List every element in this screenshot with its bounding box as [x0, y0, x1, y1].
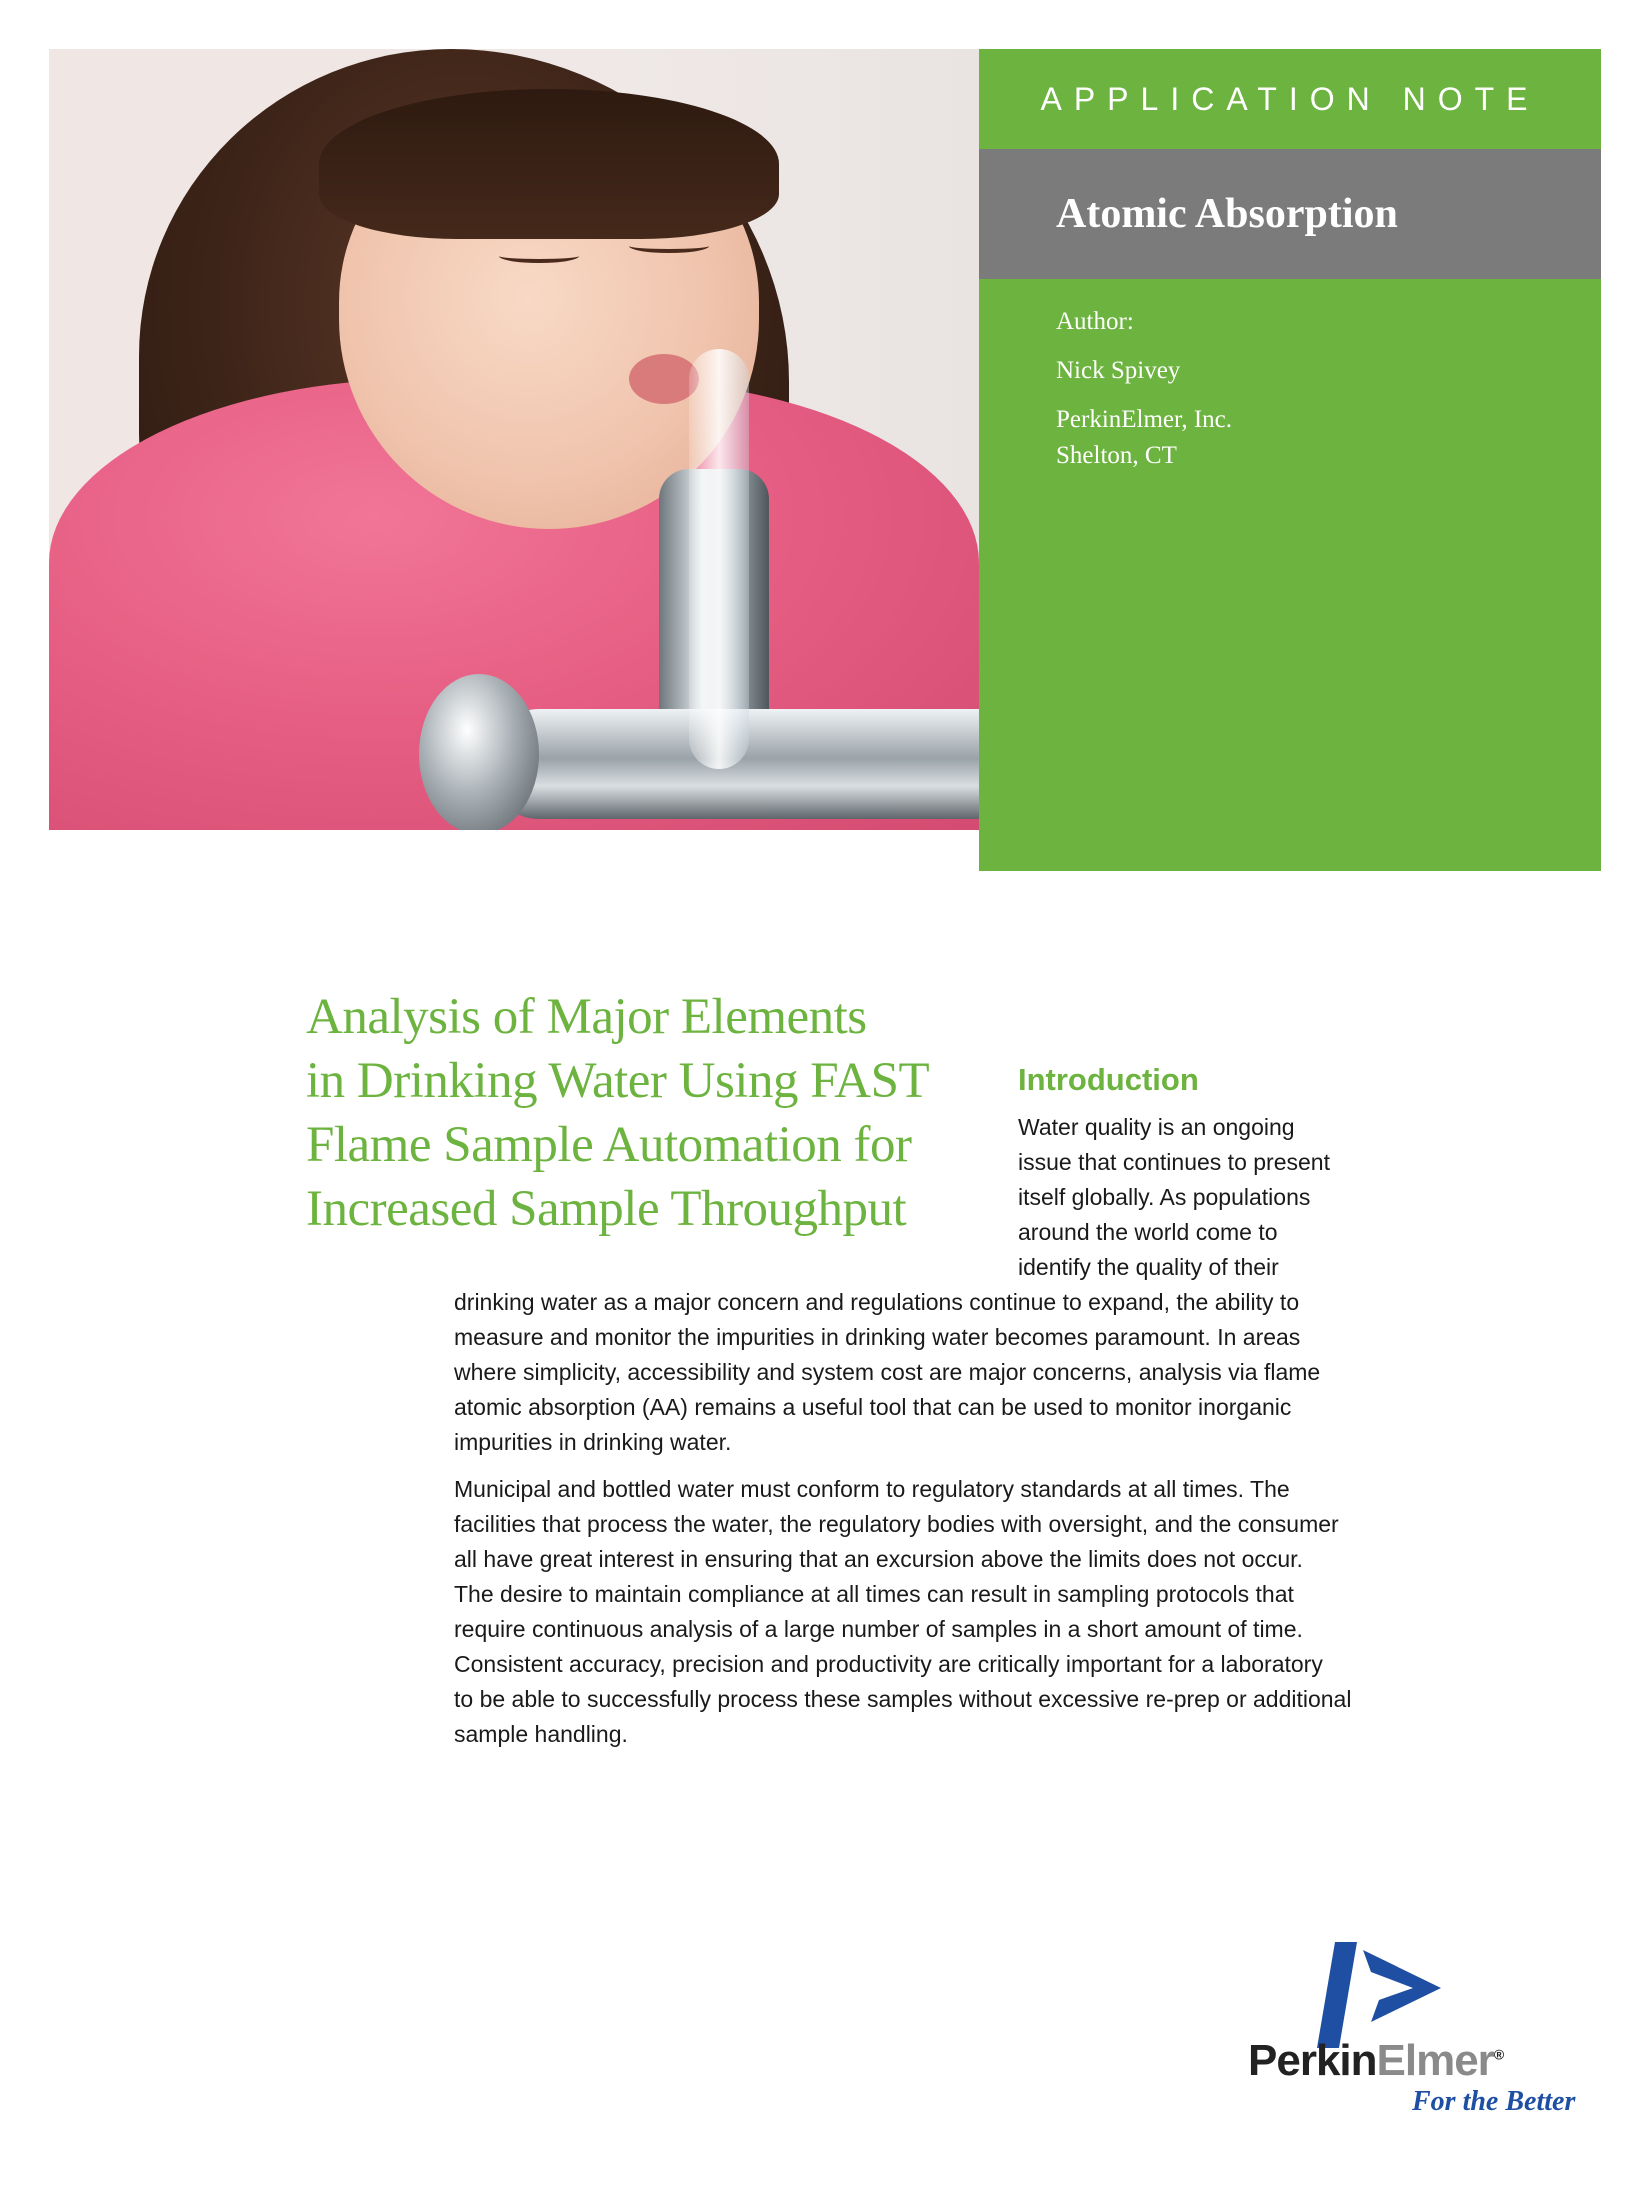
photo-eye-right: [629, 239, 709, 253]
introduction-paragraph-2: [454, 1472, 1374, 1752]
wordmark-elmer: Elmer: [1376, 2036, 1494, 2085]
perkinelmer-wordmark: [1248, 2036, 1503, 2086]
introduction-wide-column: [454, 1285, 1374, 1460]
body-line: The desire to maintain compliance at all times can result in sampling protocols that: [454, 1581, 1294, 1607]
photo-fountain-knob: [419, 674, 539, 830]
wordmark-perkin: Perkin: [1248, 2036, 1377, 2085]
introduction-narrow-column: [1018, 1110, 1378, 1285]
body-line: Consistent accuracy, precision and productivity are critically important for a laboratory: [454, 1651, 1323, 1677]
body-line: impurities in drinking water.: [454, 1429, 732, 1455]
author-block: [1056, 304, 1232, 474]
body-line: to be able to successfully process these samples without excessive re-prep or additional: [454, 1686, 1352, 1712]
title-line: Increased Sample Throughput: [306, 1181, 907, 1237]
author-location: Shelton, CT: [1056, 442, 1177, 469]
category-title: Atomic Absorption: [1056, 191, 1398, 237]
title-line: in Drinking Water Using FAST: [306, 1053, 930, 1109]
body-line: identify the quality of their: [1018, 1254, 1279, 1280]
photo-bangs: [319, 89, 779, 239]
introduction-heading: Introduction: [1018, 1062, 1199, 1097]
photo-eye-left: [499, 249, 579, 263]
author-company: PerkinElmer, Inc.: [1056, 406, 1233, 433]
application-note-label: APPLICATION NOTE: [1040, 80, 1540, 117]
body-line: Water quality is an ongoing: [1018, 1114, 1295, 1140]
body-line: sample handling.: [454, 1721, 628, 1747]
body-line: require continuous analysis of a large number of samples in a short amount of time.: [454, 1616, 1303, 1642]
body-line: Municipal and bottled water must conform to regulatory standards at all times. The: [454, 1476, 1290, 1502]
body-line: atomic absorption (AA) remains a useful tool that can be used to monitor inorganic: [454, 1394, 1292, 1420]
logo-tagline: For the Better: [1412, 2086, 1576, 2117]
body-line: where simplicity, accessibility and system cost are major concerns, analysis via flame: [454, 1359, 1321, 1385]
body-line: around the world come to: [1018, 1219, 1278, 1245]
author-name: Nick Spivey: [1056, 357, 1181, 384]
hero-photo: [49, 49, 979, 830]
body-line: itself globally. As populations: [1018, 1184, 1311, 1210]
photo-water-stream: [689, 349, 749, 769]
title-line: Flame Sample Automation for: [306, 1117, 912, 1173]
author-label: Author:: [1056, 308, 1134, 335]
registered-mark: ®: [1493, 2046, 1504, 2063]
title-line: Analysis of Major Elements: [306, 989, 867, 1045]
body-line: facilities that process the water, the regulatory bodies with oversight, and the consumer: [454, 1511, 1339, 1537]
body-line: drinking water as a major concern and regulations continue to expand, the ability to: [454, 1289, 1300, 1315]
body-line: issue that continues to present: [1018, 1149, 1330, 1175]
body-line: measure and monitor the impurities in drinking water becomes paramount. In areas: [454, 1324, 1301, 1350]
document-title: [306, 985, 986, 1241]
body-line: all have great interest in ensuring that an excursion above the limits does not occur.: [454, 1546, 1303, 1572]
